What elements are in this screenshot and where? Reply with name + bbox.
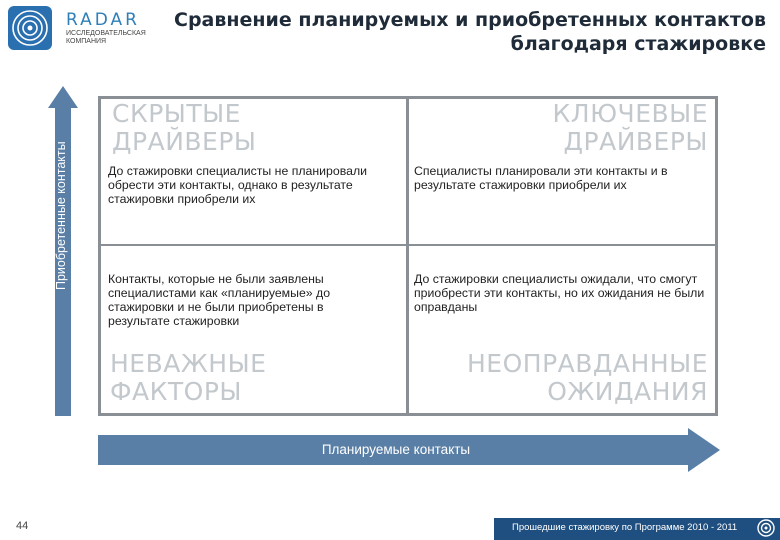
quadrant-top-left-text: До стажировки специалисты не планировали обрести эти контакты, однако в результате стажировки приобрели их [108,164,367,206]
heading-line: НЕВАЖНЫЕ [110,349,267,378]
radar-logo [8,6,158,52]
quadrant-bottom-left-text: Контакты, которые не были заявлены специалистами как «планируемые» до стажировки и не были приобретены в результате стажировки [108,272,331,328]
y-axis-label: Приобретенные контакты [54,141,68,291]
quadrant-matrix [98,96,718,416]
page-title [166,8,766,56]
page-title-line-1: Сравнение планируемых и приобретенных контактов [174,9,766,31]
heading-line: ДРАЙВЕРЫ [563,127,708,156]
matrix-border-right [715,96,718,416]
heading-line: НЕОПРАВДАННЫЕ [467,349,708,378]
heading-line: ОЖИДАНИЯ [547,377,708,406]
matrix-divider-horizontal [98,244,718,246]
page-title-line-2: благодаря стажировке [510,33,766,55]
radar-logo-icon [8,6,52,50]
footer-caption: Прошедшие стажировку по Программе 2010 - 2011 [512,522,738,533]
quadrant-top-right-heading [553,100,708,156]
quadrant-top-right-text: Специалисты планировали эти контакты и в результате стажировки приобрели их [414,164,668,192]
quadrant-top-left-heading [112,100,257,156]
brand-subtitle: ИССЛЕДОВАТЕЛЬСКАЯ КОМПАНИЯ [66,30,146,45]
heading-line: ФАКТОРЫ [110,377,242,406]
radar-footer-icon [754,517,778,539]
page-number: 44 [16,520,29,532]
matrix-divider-vertical [406,96,409,416]
heading-line: СКРЫТЫЕ [112,99,241,128]
quadrant-bottom-right-heading [467,350,708,406]
quadrant-bottom-left-heading [110,350,266,406]
matrix-border-left [98,96,101,416]
x-axis-label: Планируемые контакты [321,442,471,457]
quadrant-bottom-right-text: До стажировки специалисты ожидали, что смогут приобрести эти контакты, но их ожидания не были оправданы [414,272,705,314]
brand-name: RADAR [66,10,140,30]
heading-line: ДРАЙВЕРЫ [112,127,257,156]
heading-line: КЛЮЧЕВЫЕ [552,99,708,128]
